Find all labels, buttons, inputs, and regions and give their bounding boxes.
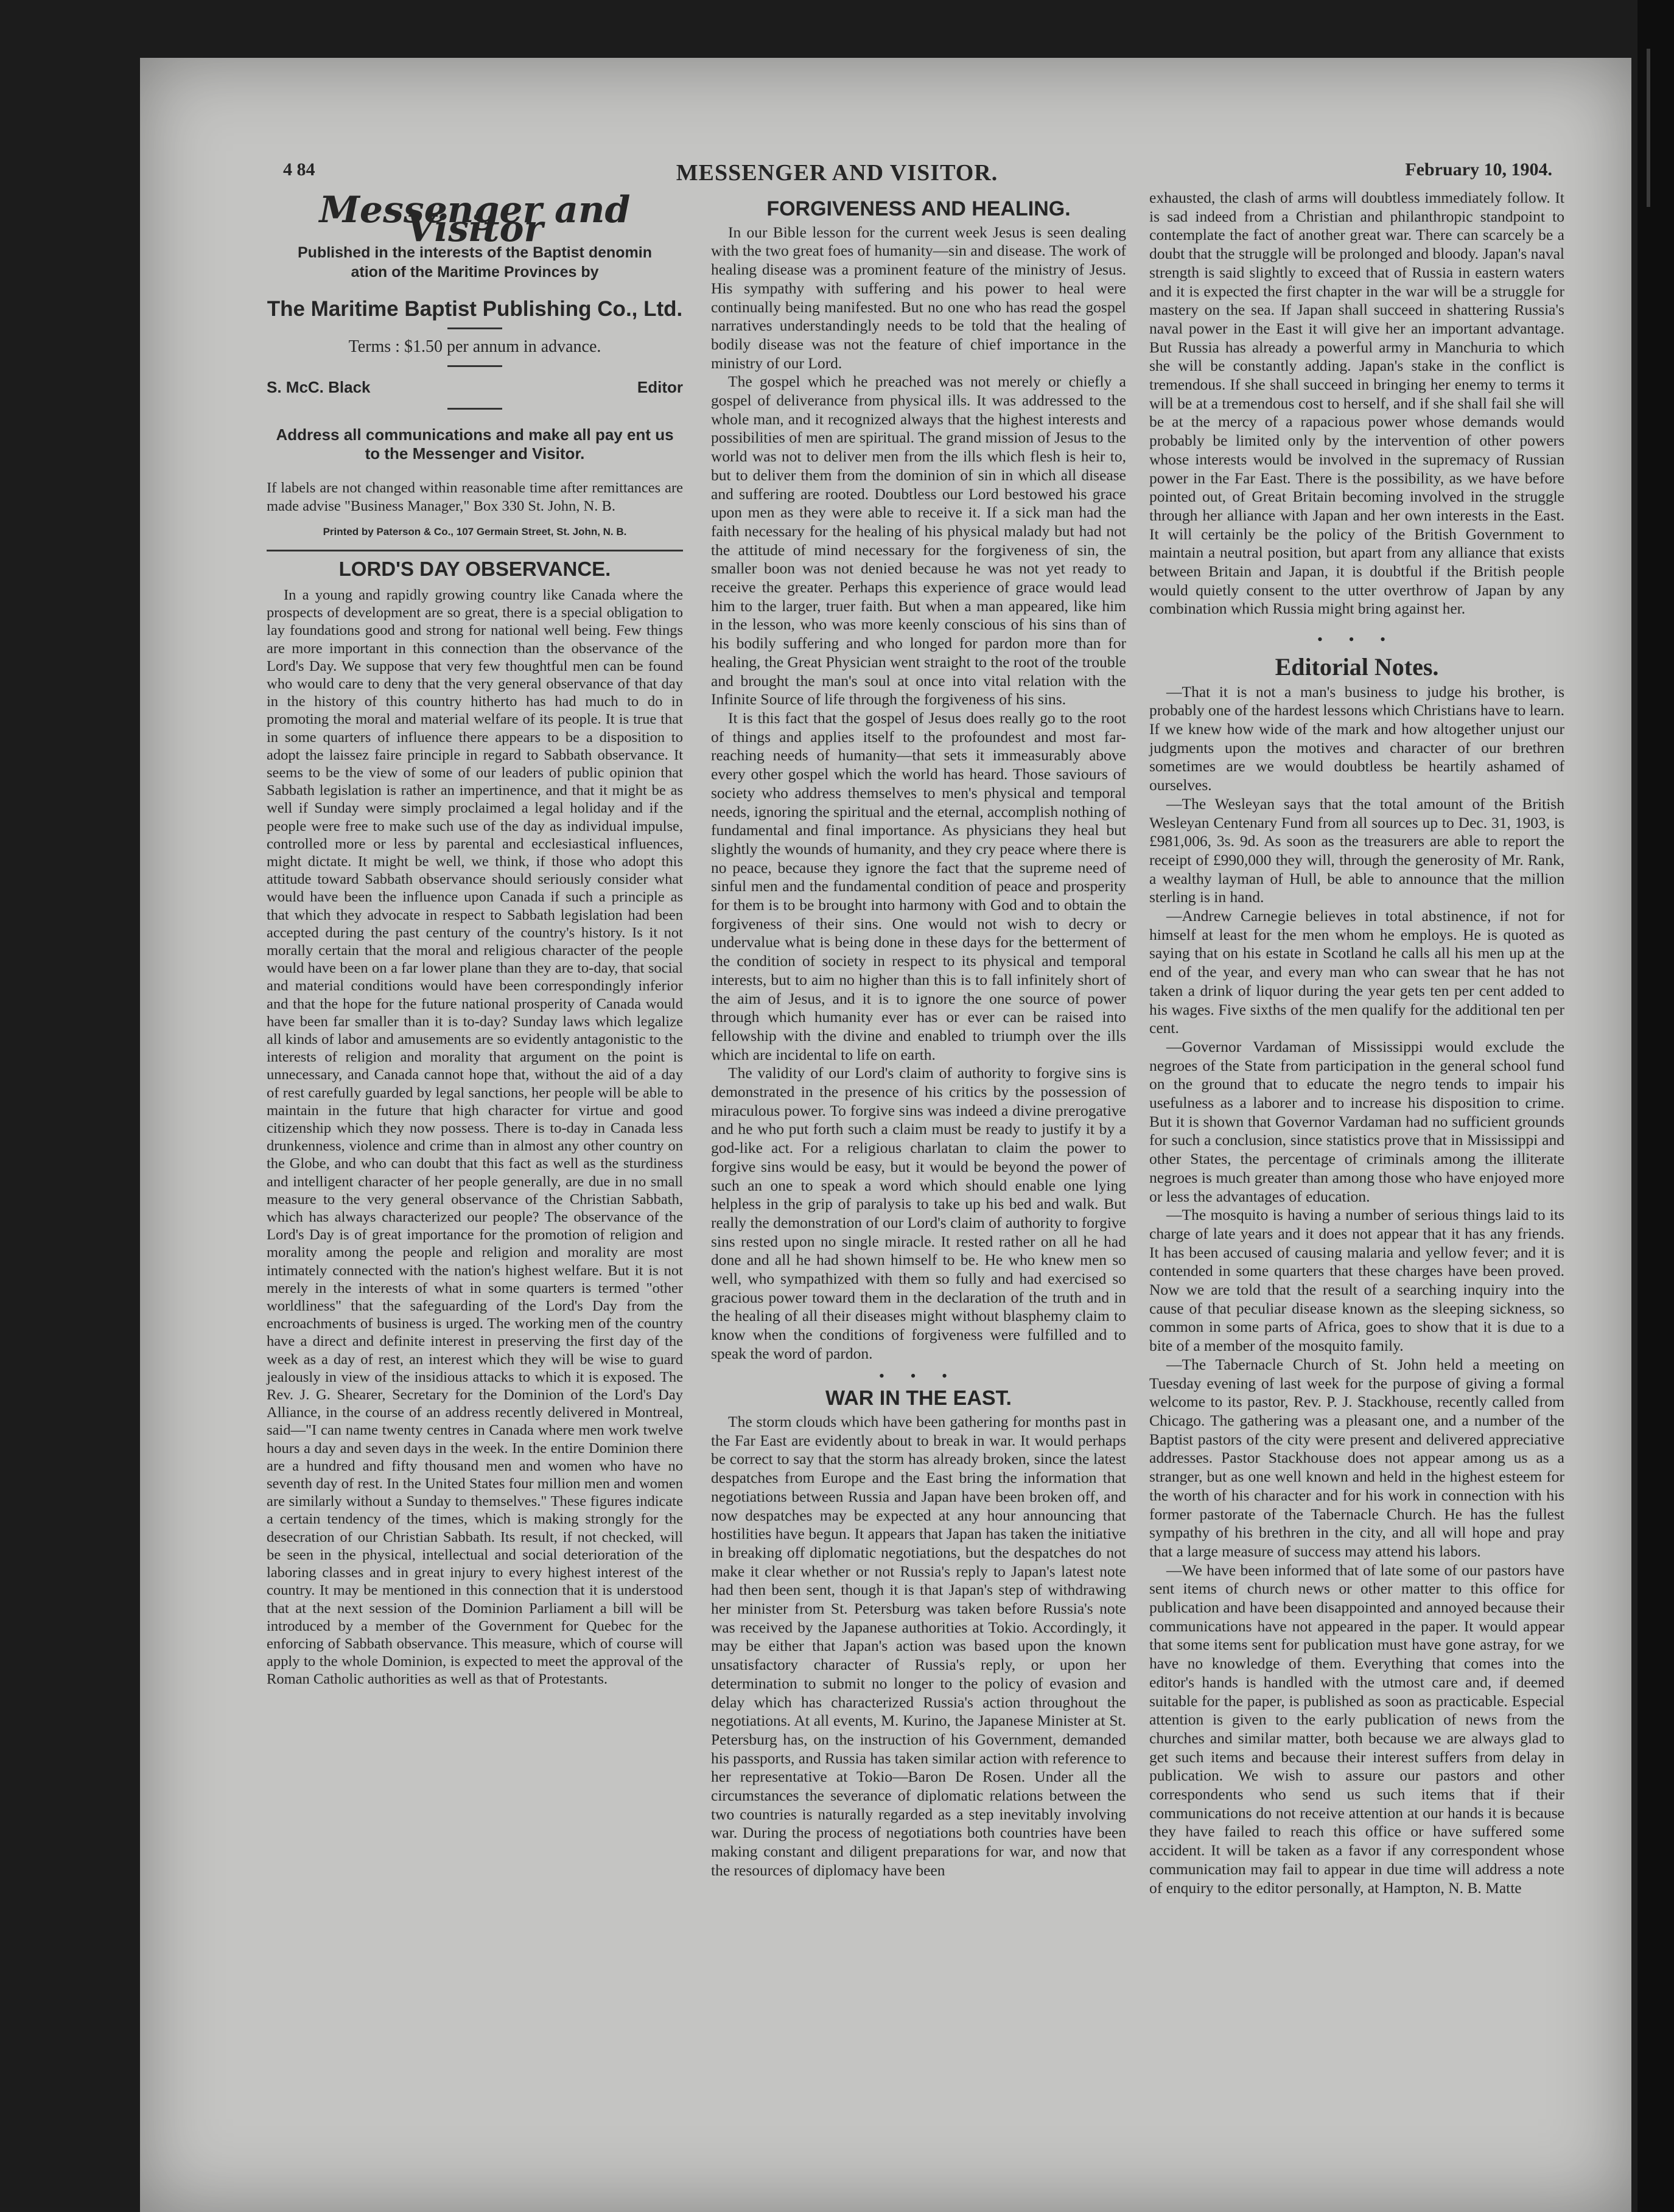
scanner-border bbox=[1637, 0, 1674, 2212]
divider bbox=[447, 365, 502, 367]
article-heading: FORGIVENESS AND HEALING. bbox=[766, 197, 1071, 220]
section-separator: • • • bbox=[878, 1367, 959, 1385]
article-continued: exhausted, the clash of arms will doubtless immediately follow. It is sad indeed from a Christian and philanthropic standpoint to contemplate the fact of another great war. There can scarcely be a doubt that the struggle will be prolonged and bloody. Japan's naval strength is said slightly to exceed that of Russia in eastern waters and it is expected the first chapter in the war will be a struggle for mastery on the sea. If Japan shall succeed in shattering Russia's naval power in the East it will give her an important advantage. But Russia has already a powerful army in Manchuria to which she will be constantly adding. Japan's stake in the conflict is tremendous. If she shall succeed in bringing her enemy to terms it will be at a tremendous cost to herself, and if she shall fail she will be at the mercy of a rapacious power whose demands would probably be limited only by the intervention of other powers whose interests would be involved in the supremacy of Russian power in the Far East. There is the possibility, as we have before pointed out, of Great Britain becoming involved in the struggle through her alliance with Japan and her own interests in the East. It will certainly be the policy of the British Government to maintain a neutral position, but apart from any alliance that exists between Britain and Japan, it is doubtful if the British people would quietly consent to the utter overthrow of Japan by any combination which Russia might bring against her. bbox=[1149, 189, 1564, 618]
printed-by: Printed by Paterson & Co., 107 Germain Street, St. John, N. B. bbox=[323, 525, 627, 537]
article-paragraph: The validity of our Lord's claim of authority to forgive sins is demonstrated in the presence of his critics by the possession of miraculous power. To forgive sins was indeed a divine prerogative and he who put forth such a claim must be ready to justify it by a god-like act. For a religious charlatan to claim the power to forgive sins would be easy, but it would be beyond the power of such an one to speak a word which should enable one lying helpless in the grip of paralysis to take up his bed and walk. But really the demonstration of our Lord's claim of authority to forgive sins rested upon no single miracle. It rested rather on all he had done and all he had shown himself to be. He who knew men so well, who sympathized with them so fully and had exercised so gracious power toward them in the declaration of the truth and in the healing of all their diseases might without blasphemy claim to know when the conditions of forgiveness were fulfilled and to speak the word of pardon. bbox=[711, 1064, 1126, 1362]
masthead-published-line: ation of the Maritime Provinces by bbox=[351, 264, 599, 281]
editorial-note: —Governor Vardaman of Mississippi would exclude the negroes of the State from participation in the general school fund on the ground that to educate the negro tends to impair his usefulness as a laborer and to increase his disposition to crime. But it is shown that Governor Vardaman had no sufficient grounds for such a conclusion, since statistics prove that in Mississippi and other States, the percentage of criminals among the illiterate negroes is much greater than among those who have enjoyed more or less the advantages of education. bbox=[1149, 1037, 1564, 1205]
masthead-publisher: The Maritime Baptist Publishing Co., Ltd. bbox=[267, 297, 683, 321]
page-number: 4 84 bbox=[283, 159, 315, 180]
masthead-title: Messenger and Visitor bbox=[319, 189, 631, 250]
divider bbox=[267, 550, 683, 551]
article-paragraph: In our Bible lesson for the current week Jesus is seen dealing with the two great foes of humanity—sin and disease. The work of healing disease was a prominent feature of the ministry of Jesus. His sympathy with suffering and his power to heal were continually being manifested. But no one who has read the gospel narratives understandingly needs to be told that the healing of bodily disease was not the feature of chief importance in the ministry of our Lord. bbox=[711, 223, 1126, 372]
article-body: In a young and rapidly growing country like Canada where the prospects of development are so great, there is a special obligation to lay foundations good and strong for national well being. Few things are more important in this connection than the observance of the Lord's Day. We suppose that very few thoughtful men can be found who would care to deny that the very general observance of that day in the history of this country hitherto has had much to do in promoting the moral and material welfare of its people. It is true that in some quarters of influence there appears to be a disposition to adopt the laissez faire principle in regard to Sabbath observance. It seems to be the view of some of our leaders of public opinion that Sabbath legislation is rather an impertinence, and that it might be as well if Sunday were simply proclaimed a legal holiday and if the people were free to make such use of the day as individual impulse, controlled more or less by parental and ecclesiastical influences, might dictate. It might be well, we think, if those who adopt this attitude toward Sabbath observance should seriously consider what would have been the influence upon Canada if such a principle as that which they advocate in respect to Sabbath legislation had been accepted during the past century of the country's history. Is it not morally certain that the moral and religious character of the people would have been on a far lower plane than they are to-day, that social and material conditions would have been correspondingly inferior and that the hope for the future national prosperity of Canada would have been far smaller than it is to-day? Sunday laws which legalize all kinds of labor and amusements are so evidently antagonistic to the interests of religion and morality that argument on the point is unnecessary, and Canada cannot hope that, without the aid of a day of rest carefully guarded by legal sanctions, her people will be able to maintain in the future that high character for virtue and good citizenship which they now possess. There is to-day in Canada less drunkenness, violence and crime than in almost any other country on the Globe, and who can doubt that this fact as well as the sturdiness and intelligent character of her people generally, are due in no small measure to the very general observance of the Christian Sabbath, which has always characterized our people? The observance of the Lord's Day is of great importance for the promotion of religion and morality among the people and religion and morality are most intimately connected with the nation's highest welfare. But it is not merely in the interests of what in some quarters is termed "other worldliness" that the safeguarding of the Lord's Day from the encroachments of business is urged. The working men of the country have a direct and definite interest in preserving the first day of the week as a day of rest, an interest which they will be wise to guard jealously in view of the insidious attacks to which it is exposed. The Rev. J. G. Shearer, Secretary for the Dominion of the Lord's Day Alliance, in the course of an address recently delivered in Montreal, said—"I can name twenty centres in Canada where men work twelve hours a day and seven days in the week. In the entire Dominion there are a hundred and fifty thousand men and women who have no seventh day of rest. In the United States four million men and women are similarly without a Sunday to themselves." These figures indicate a certain tendency of the times, which is making strongly for the desecration of our Christian Sabbath. Its result, if not checked, will be seen in the physical, intellectual and social deterioration of the laboring classes and in great injury to every highest interest of the country. It may be mentioned in this connection that it is understood that at the next session of the Dominion Parliament a bill will be introduced by a member of the Government for Quebec for the enforcing of Sabbath observance. This measure, which of course will apply to the whole Dominion, is expected to meet the approval of the Roman Catholic authorities as well as that of Protestants. bbox=[267, 586, 683, 1688]
article-heading: LORD'S DAY OBSERVANCE. bbox=[338, 558, 611, 581]
editorial-note: —We have been informed that of late some of our pastors have sent items of church news or other matter to this office for publication and have been disappointed and annoyed because their communications have not appeared in the paper. It would appear that some items sent for publication must have gone astray, for we have no knowledge of them. Everything that comes into the editor's hands is handled with the utmost care and, if deemed suitable for the paper, is published as soon as practicable. Especial attention is given to the early publication of news from the churches and similar matter, both because we are always glad to get such items and because their interest suffers from delay in publication. We wish to assure our pastors and other correspondents who send us such items that if their communications do not receive attention at our hands it is because they have failed to reach this office or have suffered some accident. It will be taken as a favor if any correspondent whose communication may fail to appear in due time will address a note of enquiry to the editor personally, at Hampton, N. B. Matte bbox=[1149, 1561, 1564, 1897]
column-middle bbox=[711, 189, 1126, 1880]
column-left bbox=[267, 189, 683, 1689]
masthead-editor bbox=[267, 378, 683, 397]
editorial-note: —The Tabernacle Church of St. John held a meeting on Tuesday evening of last week for the purpose of giving a formal welcome to its pastor, Rev. P. J. Stackhouse, recently called from Chicago. The gathering was a pleasant one, and a number of the Baptist pastors of the city were present and delivered appreciative addresses. Pastor Stackhouse does not appear among us as a stranger, but as one well known and held in the highest esteem for the worth of his character and for his work in connection with his former pastorate of the Tabernacle Church. He has the fullest sympathy of his brethren in the city, and all will hope and pray that a large measure of success may attend his labors. bbox=[1149, 1355, 1564, 1560]
editor-title: Editor bbox=[637, 377, 683, 396]
editor-name: S. McC. Black bbox=[267, 377, 371, 396]
issue-date: February 10, 1904. bbox=[1405, 159, 1552, 180]
divider bbox=[447, 408, 502, 410]
editorial-note: —Andrew Carnegie believes in total abstinence, if not for himself at least for the men whom he employs. He is quoted as saying that on his estate in Scotland he calls all his men up at the end of the year, and every man who can swear that he has not taken a drink of liquor during the year gets ten per cent added to his wages. Five sixths of the men qualify for the additional ten per cent. bbox=[1149, 907, 1564, 1037]
editorial-note: —The Wesleyan says that the total amount of the British Wesleyan Centenary Fund from all sources up to Dec. 31, 1903, is £981,006, 3s. 9d. As soon as the treasurers are able to report the receipt of £990,000 they will, through the generosity of Mr. Rank, a wealthy layman of Hull, be able to announce that the million sterling is in hand. bbox=[1149, 794, 1564, 906]
labels-note: If labels are not changed within reasonable time after remittances are made advise "Business Manager," Box 330 St. John, N. B. bbox=[267, 479, 683, 514]
masthead-published-line: Published in the interests of the Baptist denomin bbox=[298, 244, 652, 262]
article-paragraph: The gospel which he preached was not merely or chiefly a gospel of deliverance from physical ills. It was addressed to the whole man, and it recognized always that the highest interests and possibilities of men are spiritual. The grand mission of Jesus to the world was not to deliver men from the ills which flesh is heir to, but to deliver them from the dominion of sin in which all disease and suffering are rooted. Doubtless our Lord bestowed his grace upon men as they were able to receive it. If a sick man had the faith necessary for the healing of his physical malady but had not the attitude of mind necessary for the forgiveness of sin, the smaller boon was not denied because he was not yet ready to receive the greater. Perhaps this experience of grace would lead him to the larger, truer faith. But when a man appeared, like him in the lesson, who was more keenly conscious of his sins than of his bodily suffering and who longed for pardon more than for healing, the Great Physician went straight to the root of the trouble and brought the man's soul at once into vital relation with the Infinite Source of life through the forgiveness of his sins. bbox=[711, 373, 1126, 709]
section-separator: • • • bbox=[1317, 631, 1397, 649]
article-paragraph: It is this fact that the gospel of Jesus does really go to the root of things and applies itself to the profoundest and most far-reaching needs of humanity—that sets it immeasurably above every other gospel which the world has heard. Those saviours of society who address themselves to men's physical and temporal needs, ignoring the spiritual and the eternal, accomplish nothing of fundamental and final importance. As physicians they heal but slightly the wounds of humanity, and they cry peace where there is no peace, because they ignore the fact that the supreme need of sinful men and the fundamental condition of peace and prosperity for them is to be brought into harmony with God and to obtain the forgiveness of their sins. One would not wish to decry or undervalue what is being done in these days for the betterment of the condition of society in respect to its physical and temporal interests, but to aim no higher than this is to fall infinitely short of the aim of Jesus, and it is to ignore the one source of power through which humanity ever has or ever can be raised into fellowship with the divine and enabled to triumph over the ills which are incidental to life on earth. bbox=[711, 709, 1126, 1063]
article-heading: WAR IN THE EAST. bbox=[825, 1387, 1012, 1410]
editorial-note: —The mosquito is having a number of serious things laid to its charge of late years and it does not appear that it has any friends. It has been accused of causing malaria and yellow fever; and it is contended in some quarters that these charges have been proved. Now we are told that the result of a searching inquiry into the cause of that peculiar disease known as the sleeping sickness, so common in some parts of Africa, goes to show that it is due to a bite of a member of the mosquito family. bbox=[1149, 1206, 1564, 1355]
newspaper-title-header: MESSENGER AND VISITOR. bbox=[676, 160, 998, 186]
article-heading: Editorial Notes. bbox=[1275, 653, 1439, 681]
column-right bbox=[1149, 189, 1564, 1897]
masthead-terms: Terms : $1.50 per annum in advance. bbox=[348, 337, 601, 357]
masthead-address: Address all communications and make all pay ent us to the Messenger and Visitor. bbox=[276, 425, 674, 463]
article-body: The storm clouds which have been gathering for months past in the Far East are evidently about to break in war. It would perhaps be correct to say that the storm has already broken, since the latest despatches from Europe and the East bring the information that negotiations between Russia and Japan have been broken off, and now despatches may be expected at any hour announcing that hostilities have begun. It appears that Japan has taken the initiative in breaking off diplomatic negotiations, but the despatches do not make it clear whether or not Russia's reply to Japan's latest note had then been sent, though it is that Japan's step of withdrawing her minister from St. Petersburg was taken before Russia's note was received by the Japanese authorities at Tokio. Accordingly, it may be either that Japan's action was based upon the known unsatisfactory character of Russia's reply, or upon her determination to submit no longer to the policy of evasion and delay which has characterized Russia's action throughout the negotiations. At all events, M. Kurino, the Japanese Minister at St. Petersburg has, on the instruction of his Government, demanded his passports, and Russia has taken similar action with reference to her representative at Tokio—Baron De Rosen. Under all the circumstances the severance of diplomatic relations between the two countries is naturally regarded as a step inevitably involving war. During the process of negotiations both countries have been making constant and diligent preparations for war, and now that the resources of diplomacy have been bbox=[711, 1413, 1126, 1879]
divider bbox=[447, 327, 502, 329]
editorial-note: —That it is not a man's business to judge his brother, is probably one of the hardest lessons which Christians have to learn. If we knew how wide of the mark and how altogether unjust our judgments upon the motives and character of our brethren sometimes are we would doubtless be heartily ashamed of ourselves. bbox=[1149, 682, 1564, 794]
